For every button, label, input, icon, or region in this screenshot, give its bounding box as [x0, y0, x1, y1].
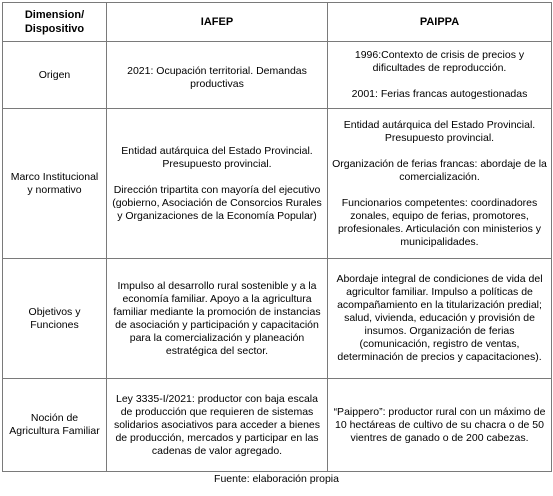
row-label: Origen: [3, 42, 107, 109]
cell-paragraph: Abordaje integral de condiciones de vida del agricultor familiar. Impulso a políticas de acompañamiento en la titularización predial; salud, vivienda, educación y provisión de insumos. Organización de ferias (comunicación, registro de ventas, determinación de precios y capacitaciones).: [336, 273, 543, 363]
cell-paragraph: 2021: Ocupación territorial. Demandas productivas: [127, 65, 307, 90]
table-header-row: [3, 3, 552, 42]
cell-paragraph: “Paippero”: productor rural con un máximo de 10 hectáreas de cultivo de su chacra o de 50 vientres de ganado o de 200 cabezas.: [333, 405, 546, 444]
paippa-cell: [328, 109, 552, 259]
cell-paragraph: 1996:Contexto de crisis de precios y dificultades de reproducción.: [354, 49, 525, 74]
comparison-table-container: [2, 2, 551, 472]
cell-paragraph: 2001: Ferias francas autogestionadas: [351, 88, 528, 100]
header-paippa: PAIPPA: [328, 3, 552, 42]
comparison-table: [2, 2, 552, 472]
cell-paragraph: Impulso al desarrollo rural sostenible y a la economía familiar. Apoyo a la agricultura familiar mediante la promoción de instancias de asociación y participación y capacitación para la comercialización y planeación estratégica del sector.: [113, 279, 321, 357]
table-row-origen: [3, 42, 552, 109]
paippa-cell: [328, 379, 552, 472]
cell-paragraph: Dirección tripartita con mayoría del ejecutivo (gobierno, Asociación de Consorcios Rurales y Organizaciones de la Economía Popular): [112, 183, 322, 222]
iafep-cell: [107, 379, 328, 472]
iafep-cell: [107, 42, 328, 109]
cell-paragraph: Entidad autárquica del Estado Provincial. Presupuesto provincial.: [343, 118, 536, 144]
iafep-cell: [107, 109, 328, 259]
row-label: Objetivos y Funciones: [3, 259, 107, 379]
iafep-cell: [107, 259, 328, 379]
paippa-cell: [328, 259, 552, 379]
row-label: Noción de Agricultura Familiar: [3, 379, 107, 472]
table-row-objetivos: [3, 259, 552, 379]
paippa-cell: [328, 42, 552, 109]
header-iafep: IAFEP: [107, 3, 328, 42]
cell-paragraph: Organización de ferias francas: abordaje de la comercialización.: [332, 157, 547, 183]
cell-paragraph: Entidad autárquica del Estado Provincial. Presupuesto provincial.: [121, 144, 313, 170]
table-source-note: Fuente: elaboración propia: [214, 473, 339, 485]
table-row-marco: [3, 109, 552, 259]
cell-paragraph: Funcionarios competentes: coordinadores zonales, equipo de ferias, promotores, profesionales. Articulación con ministerios y municipalidades.: [337, 196, 542, 248]
header-dimension: Dimension/ Dispositivo: [3, 3, 107, 42]
row-label: Marco Institucional y normativo: [3, 109, 107, 259]
table-row-nocion: [3, 379, 552, 472]
cell-paragraph: Ley 3335-I/2021: productor con baja escala de producción que requieren de sistemas solidarios asociativos para acceder a bienes de producción, mercados y participar en las cadenas de valor agregado.: [113, 392, 321, 457]
